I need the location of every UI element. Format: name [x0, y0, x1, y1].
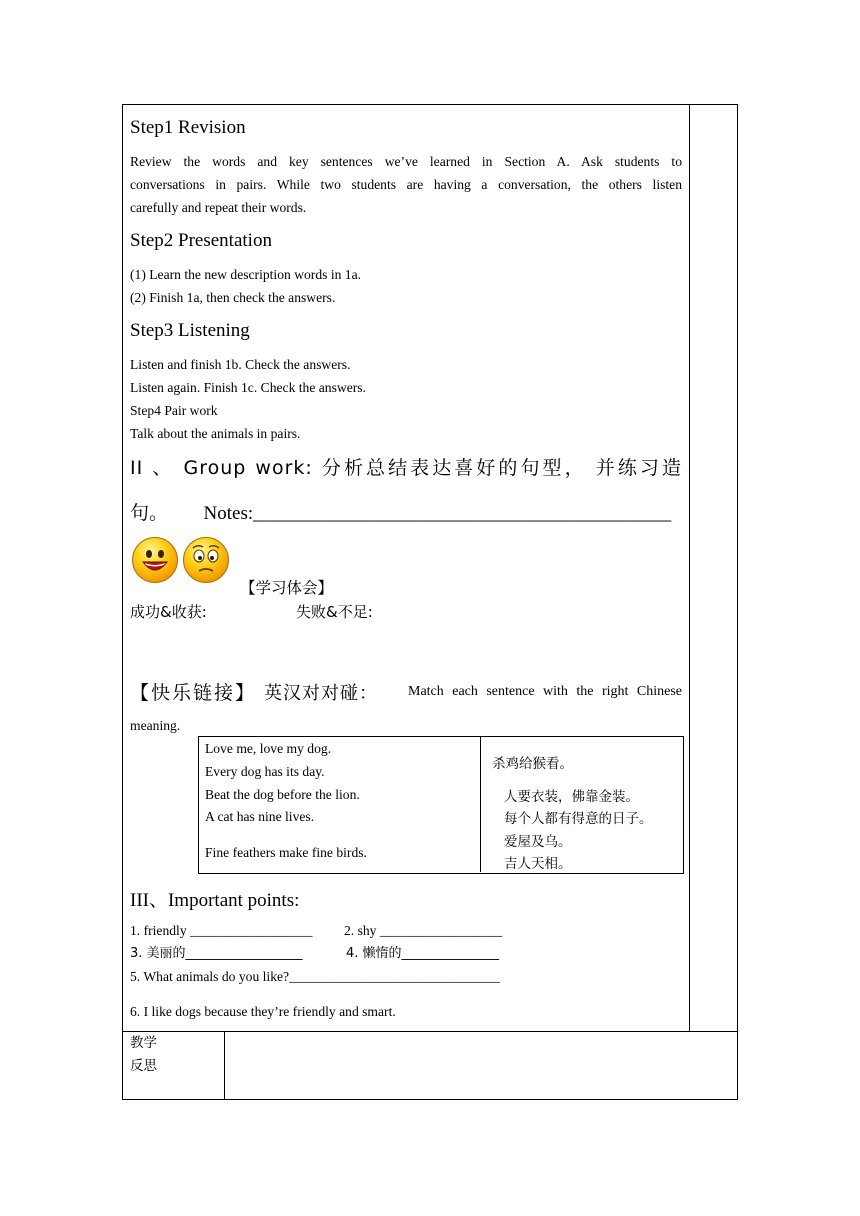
happy-link-instruction-2: meaning. — [130, 718, 181, 733]
chinese-meaning: 杀鸡给猴看。 — [492, 756, 573, 772]
step4-line: Talk about the animals in pairs. — [130, 426, 301, 441]
english-proverb: Fine feathers make fine birds. — [205, 845, 367, 860]
important-item-1: 1. friendly __________________ — [130, 923, 313, 938]
important-heading: III、Important points: — [130, 890, 300, 911]
step1-line2: conversations in pairs. While two students are having a conversation, the others listen — [130, 177, 682, 192]
happy-link-instruction-1: Match each sentence with the right Chinese — [408, 684, 682, 699]
english-proverb: Every dog has its day. — [205, 764, 325, 779]
table-border-left — [122, 104, 123, 1100]
english-proverb: Love me, love my dog. — [205, 741, 332, 756]
success-label: 成功&收获: — [130, 603, 207, 621]
happy-face-icon — [132, 537, 178, 583]
table-border-top — [122, 104, 738, 105]
important-item-3: 3. 美丽的__________________ — [130, 946, 303, 961]
group-work-line1: II 、 Group work: 分析总结表达喜好的句型， 并练习造 — [130, 457, 682, 479]
table-column-divider — [689, 104, 690, 1031]
important-item-2: 2. shy __________________ — [344, 923, 503, 938]
step4-heading: Step4 Pair work — [130, 403, 218, 418]
teaching-reflection-input[interactable] — [226, 1033, 736, 1098]
chinese-meaning: 爱屋及乌。 — [504, 834, 572, 850]
step3-heading: Step3 Listening — [130, 320, 250, 341]
step3-line1: Listen and finish 1b. Check the answers. — [130, 357, 351, 372]
table-row-divider — [122, 1031, 738, 1032]
chinese-meaning: 人要衣装，佛靠金装。 — [504, 789, 639, 805]
step1-heading: Step1 Revision — [130, 117, 246, 138]
teaching-reflection-label-1: 教学 — [130, 1035, 157, 1051]
step3-line2: Listen again. Finish 1c. Check the answers. — [130, 380, 366, 395]
table-border-right — [737, 104, 738, 1100]
happy-link-subtitle: 英汉对对碰： — [264, 683, 379, 704]
group-work-suffix: 句。 — [130, 502, 169, 524]
notes-label: Notes: — [203, 503, 254, 524]
notes-blank: ____________________________________________ — [253, 503, 672, 524]
step2-line2: (2) Finish 1a, then check the answers. — [130, 290, 336, 305]
group-work-line2 — [130, 498, 671, 525]
step2-line1: (1) Learn the new description words in 1a. — [130, 267, 362, 282]
chinese-meaning: 每个人都有得意的日子。 — [504, 811, 653, 827]
chinese-meaning: 吉人天相。 — [504, 856, 572, 872]
reflection-title: 【学习体会】 — [240, 579, 334, 597]
worried-face-icon — [183, 537, 229, 583]
reflection-column-divider — [224, 1031, 225, 1100]
step1-line3: carefully and repeat their words. — [130, 200, 307, 215]
important-item-6: 6. I like dogs because they’re friendly and smart. — [130, 1004, 396, 1019]
failure-label: 失败&不足: — [296, 603, 373, 621]
happy-link-title: 【快乐链接】 — [130, 682, 257, 704]
step2-heading: Step2 Presentation — [130, 230, 272, 251]
important-item-5: 5. What animals do you like?_______________________________ — [130, 969, 500, 984]
important-item-4: 4. 懒惰的_______________ — [346, 946, 500, 961]
teaching-reflection-label-2: 反思 — [130, 1058, 157, 1074]
table-border-bottom — [122, 1099, 738, 1100]
english-proverb: Beat the dog before the lion. — [205, 787, 360, 802]
english-proverb: A cat has nine lives. — [205, 809, 315, 824]
matching-table-divider — [480, 737, 481, 872]
step1-line1: Review the words and key sentences we’ve learned in Section A. Ask students to — [130, 154, 682, 169]
